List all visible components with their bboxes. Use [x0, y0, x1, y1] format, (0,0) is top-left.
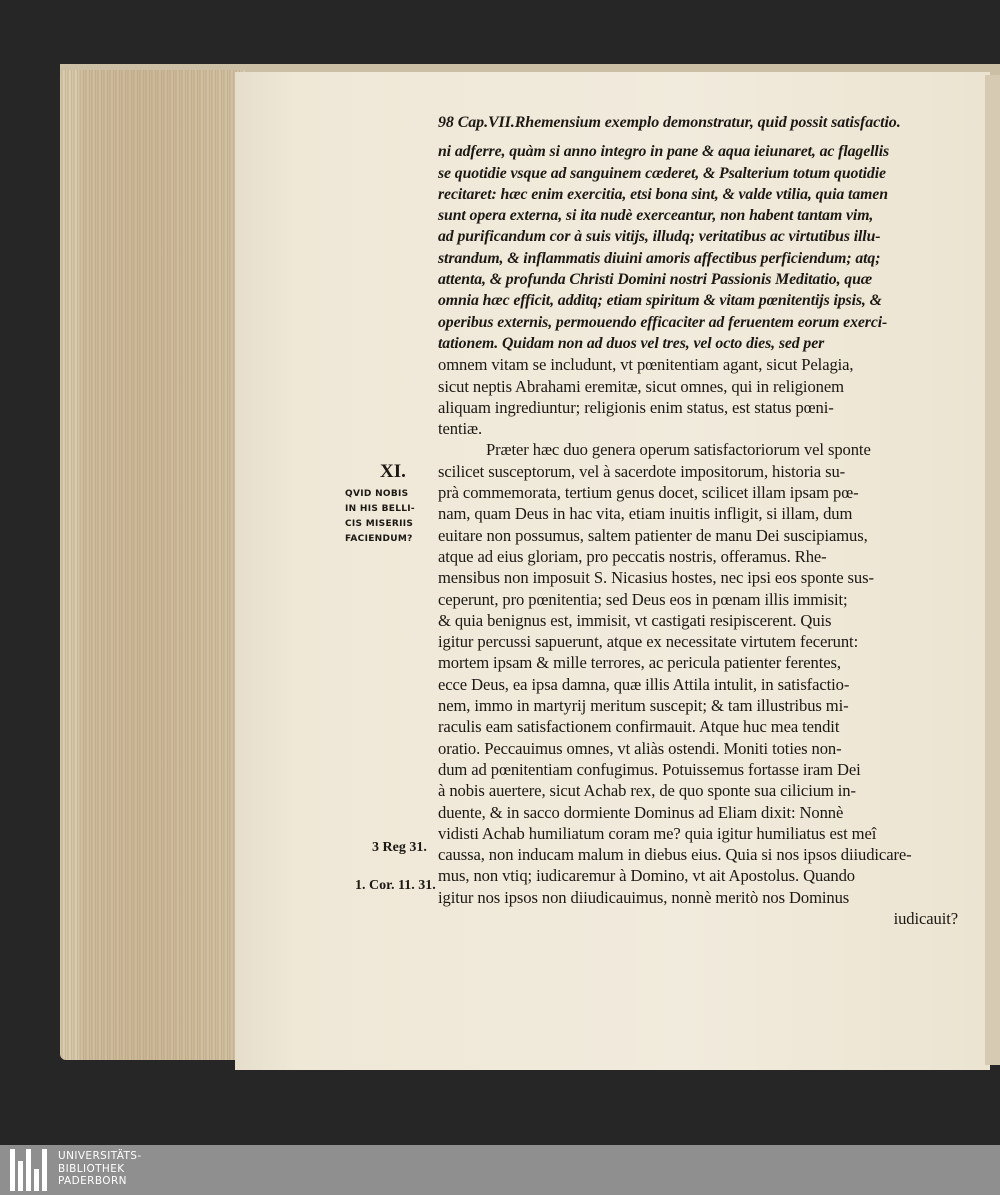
text-line: euitare non possumus, saltem patienter de manu Dei suscipiamus,: [438, 525, 868, 545]
text-line: ecce Deus, ea ipsa damna, quæ illis Attila intulit, in satisfactio-: [438, 674, 850, 694]
running-header: 98 Cap.VII.Rhemensium exemplo demonstratur, quid possit satisfactio.: [438, 114, 901, 131]
text-line: dum ad pœnitentiam confugimus. Potuissemus fortasse iram Dei: [438, 759, 861, 779]
logo-text-line: BIBLIOTHEK: [58, 1162, 125, 1175]
text-line: Præter hæc duo genera operum satisfactoriorum vel sponte: [486, 440, 871, 460]
text-line: mortem ipsam & mille terrores, ac pericula patienter ferentes,: [438, 653, 841, 673]
marginal-note-line: CIS MISERIIS: [345, 519, 414, 529]
section-number: XI.: [380, 461, 406, 482]
text-line: iudicauit?: [893, 908, 958, 928]
text-line: mus, non vtiq; iudicaremur à Domino, vt ait Apostolus. Quando: [438, 866, 856, 886]
library-logo-icon: [10, 1149, 52, 1191]
text-line: omnia hæc efficit, additq; etiam spiritum & vitam pœnitentijs ipsis, &: [438, 292, 882, 310]
text-line: à nobis auertere, sicut Achab rex, de quo sponte sua cilicium in-: [438, 781, 856, 801]
library-footer: [0, 1145, 1000, 1195]
text-line: igitur percussi sapuerunt, atque ex necessitate virtutem fecerunt:: [438, 632, 859, 652]
text-line: ad purificandum cor à suis vitijs, illudq; veritatibus ac virtutibus illu-: [438, 228, 881, 246]
marginal-reference-kings: 3 Reg 31.: [372, 840, 427, 855]
text-line: igitur nos ipsos non diiudicauimus, nonnè meritò nos Dominus: [438, 887, 850, 907]
marginal-note-line: IN HIS BELLI-: [345, 504, 415, 514]
main-text-block: [438, 112, 958, 929]
text-line: & quia benignus est, immisit, vt castigati resipiscerent. Quis: [438, 610, 832, 630]
text-line: aliquam ingrediuntur; religionis enim status, est status pœni-: [438, 397, 834, 417]
text-line: nem, immo in martyrij meritum suscepit; & tam illustribus mi-: [438, 696, 849, 716]
text-line: atque ad eius gloriam, pro peccatis nostris, offeramus. Rhe-: [438, 546, 827, 566]
marginal-note-line: QVID NOBIS: [345, 489, 409, 499]
logo-text-line: UNIVERSITÄTS-: [58, 1150, 142, 1162]
text-line: recitaret: hæc enim exercitia, etsi bona sint, & valde vtilia, quia tamen: [438, 185, 888, 203]
text-line: mensibus non imposuit S. Nicasius hostes, nec ipsi eos sponte sus-: [438, 568, 874, 588]
text-line: tentiæ.: [438, 419, 483, 439]
marginal-note-line: FACIENDUM?: [345, 534, 413, 544]
marginal-reference-corinthians: 1. Cor. 11. 31.: [355, 878, 436, 893]
text-line: scilicet susceptorum, vel à sacerdote impositorum, historia su-: [438, 461, 846, 481]
text-line: ni adferre, quàm si anno integro in pane & aqua ieiunaret, ac flagellis: [438, 143, 890, 161]
page-block-edge: [60, 70, 245, 1060]
text-line: sicut neptis Abrahami eremitæ, sicut omnes, qui in religionem: [438, 376, 844, 396]
logo-text-line: PADERBORN: [58, 1175, 127, 1187]
text-line: prà commemorata, tertium genus docet, scilicet illam ipsam pœ-: [438, 483, 859, 503]
text-line: attenta, & profunda Christi Domini nostri Passionis Meditatio, quæ: [438, 271, 873, 289]
text-line: ceperunt, pro pœnitentia; sed Deus eos in pœnam illis immisit;: [438, 589, 848, 609]
text-line: omnem vitam se includunt, vt pœnitentiam agant, sicut Pelagia,: [438, 355, 854, 375]
text-line: nam, quam Deus in hac vita, etiam inuitis infligit, si illam, dum: [438, 504, 853, 524]
text-line: strandum, & inflammatis diuini amoris affectibus perficiendum; atq;: [438, 249, 881, 267]
section-marginal-note: [345, 487, 445, 547]
text-line: sunt opera externa, si ita nudè exerceantur, non habent tantam vim,: [438, 207, 874, 225]
facing-page-edge: [985, 75, 1000, 1065]
text-line: se quotidie vsque ad sanguinem cæderet, & Psalterium totum quotidie: [438, 164, 886, 182]
text-line: tationem. Quidam non ad duos vel tres, vel octo dies, sed per: [438, 334, 825, 352]
text-line: oratio. Peccauimus omnes, vt aliàs ostendi. Moniti toties non-: [438, 738, 842, 758]
text-line: operibus externis, permouendo efficaciter ad feruentem eorum exerci-: [438, 313, 888, 331]
body-lines: [438, 141, 958, 929]
text-line: raculis eam satisfactionem confirmauit. Atque huc mea tendit: [438, 717, 840, 737]
text-line: duente, & in sacco dormiente Dominus ad Eliam dixit: Nonnè: [438, 802, 844, 822]
library-logo-text: [58, 1150, 142, 1188]
text-line: caussa, non inducam malum in diebus eius. Quia si nos ipsos diiudicare-: [438, 845, 912, 865]
text-line: vidisti Achab humiliatum coram me? quia igitur humiliatus est meî: [438, 823, 877, 843]
